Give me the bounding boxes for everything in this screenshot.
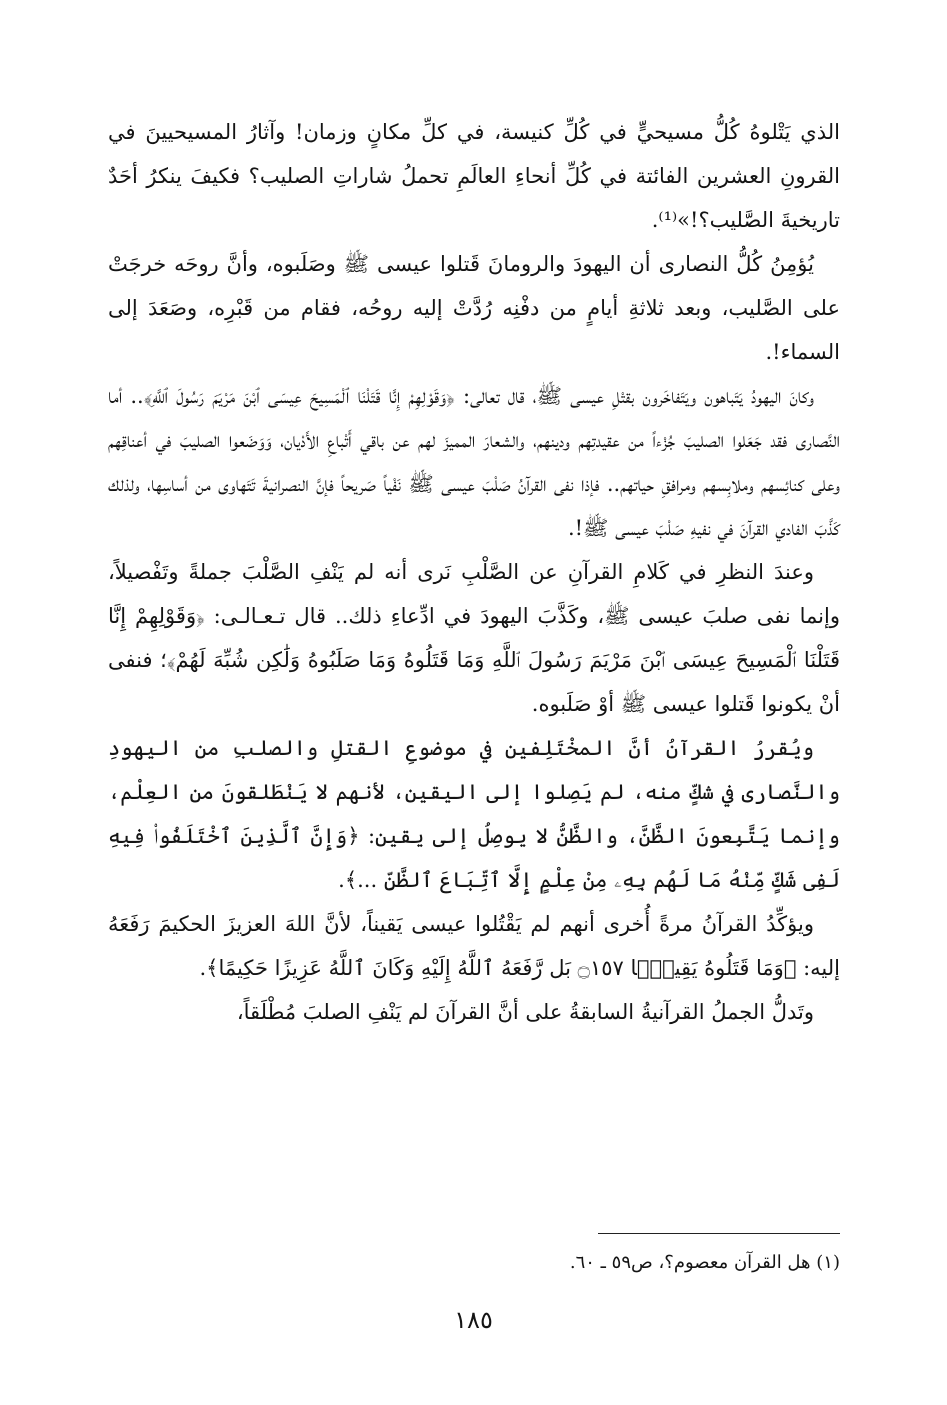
paragraph-1: الذي يَتْلوهُ كُلُّ مسيحيٍّ في كُلِّ كنيسة، في كلِّ مكانٍ وزمان! وآثارُ المسيحيينَ في القرونِ العشرين الفائتة في كُلِّ أنحاءِ العالَمِ تحملُ شاراتِ الصليب؟ فكيفَ ينكرُ أحَدٌ تاريخيةَ الصَّليب؟!»⁽¹⁾. <box>108 120 840 232</box>
page-number: ١٨٥ <box>454 1306 493 1334</box>
footnote: (١) هل القرآن معصوم؟، ص٥٩ ـ ٦٠. <box>569 1252 840 1273</box>
footnote-separator <box>598 1233 840 1234</box>
paragraph-3: وكانَ اليهودُ يَتَباهون ويَتَفاخَرون بقتْلِ عيسى ﷺ، قال تعالى: ﴿وَقَوْلِهِمْ إِنَّا قَتَلْنَا ٱلْمَسِيحَ عِيسَى ٱبْنَ مَرْيَمَ رَسُولَ ٱللَّهِ﴾.. أما النَّصارى فقد جَعَلوا الصليبَ جُزْءاً من عقيدتِهم ودينهم، والشعارَ المميزَ لهم عن باقي أَتْباعِ الأَدْيان، وَوَضَعوا الصليبَ في أعناقِهم وعلى كنائِسهم وملابِسهم ومرافقِ حياتهم.. فإذا نفى القرآنُ صَلْبَ عيسى ﷺ نَفْياً صَريحاً فإنَّ النصرانيةَ تَتَهاوى من أساسِها، ولذلك كَذَّبَ الفادي القرآنَ في نفيهِ صَلْبَ عيسى ﷺ!. <box>108 384 840 540</box>
paragraph-5: ويُقررُ القرآنُ أنَّ المخْتَلِفين في موضوعِ القتلِ والصلبِ من اليهودِ والنَّصارى في شكٍّ منه، لم يَصِلوا إلى اليقين، لأنهم لا يَنْطَلقونَ من العِلْم، وإنما يَتَّبِعونَ الظَّنَّ، والظَّنُّ لا يوصِلُ إلى يقين: ﴿وَإِنَّ ٱلَّذِينَ ٱخْتَلَفُوا۟ فِيهِ لَفِى شَكٍّ مِّنْهُ مَا لَهُم بِهِۦ مِنْ عِلْمٍ إِلَّا ٱتِّبَاعَ ٱلظَّنِّ ...﴾. <box>108 736 840 892</box>
paragraph-7: وتَدلُّ الجملُ القرآنيةُ السابقةُ على أنَّ القرآنَ لم يَنْفِ الصلبَ مُطْلَقاً، <box>236 1000 814 1024</box>
body-text <box>108 110 840 1034</box>
paragraph-2: يُؤمِنُ كُلُّ النصارى أن اليهودَ والرومانَ قَتلوا عيسى ﷺ وصَلَبوه، وأنَّ روحَه خرجَتْ على الصَّليب، وبعد ثلاثةِ أيامٍ من دفْنِه رُدَّتْ إليه روحُه، فقام من قَبْرِه، وصَعَدَ إلى السماء!. <box>108 252 840 364</box>
paragraph-6: ويؤكِّدُ القرآنُ مرةً أُخرى أنهم لم يَقْتُلوا عيسى يَقيناً، لأنَّ اللهَ العزيزَ الحكيمَ رَفَعَهُ إليه: ﴿وَمَا قَتَلُوهُ يَقِينًۢا ۝١٥٧ بَل رَّفَعَهُ ٱللَّهُ إِلَيْهِ وَكَانَ ٱللَّهُ عَزِيزًا حَكِيمًا﴾. <box>108 912 840 980</box>
paragraph-4: وعندَ النظرِ في كَلامِ القرآنِ عن الصَّلْبِ نَرى أنه لم يَنْفِ الصَّلْبَ جملةً وتَفْصيلاً، وإنما نفى صلبَ عيسى ﷺ، وكَذَّبَ اليهودَ في ادِّعاءِ ذلك.. قال تـعـالـى: ﴿وَقَوْلِهِمْ إِنَّا قَتَلْنَا ٱلْمَسِيحَ عِيسَى ٱبْنَ مَرْيَمَ رَسُولَ ٱللَّهِ وَمَا قَتَلُوهُ وَمَا صَلَبُوهُ وَلَٰكِن شُبِّهَ لَهُمْ﴾؛ فنفى أنْ يكونوا قَتلوا عيسى ﷺ أوْ صَلَبوه. <box>108 560 840 716</box>
